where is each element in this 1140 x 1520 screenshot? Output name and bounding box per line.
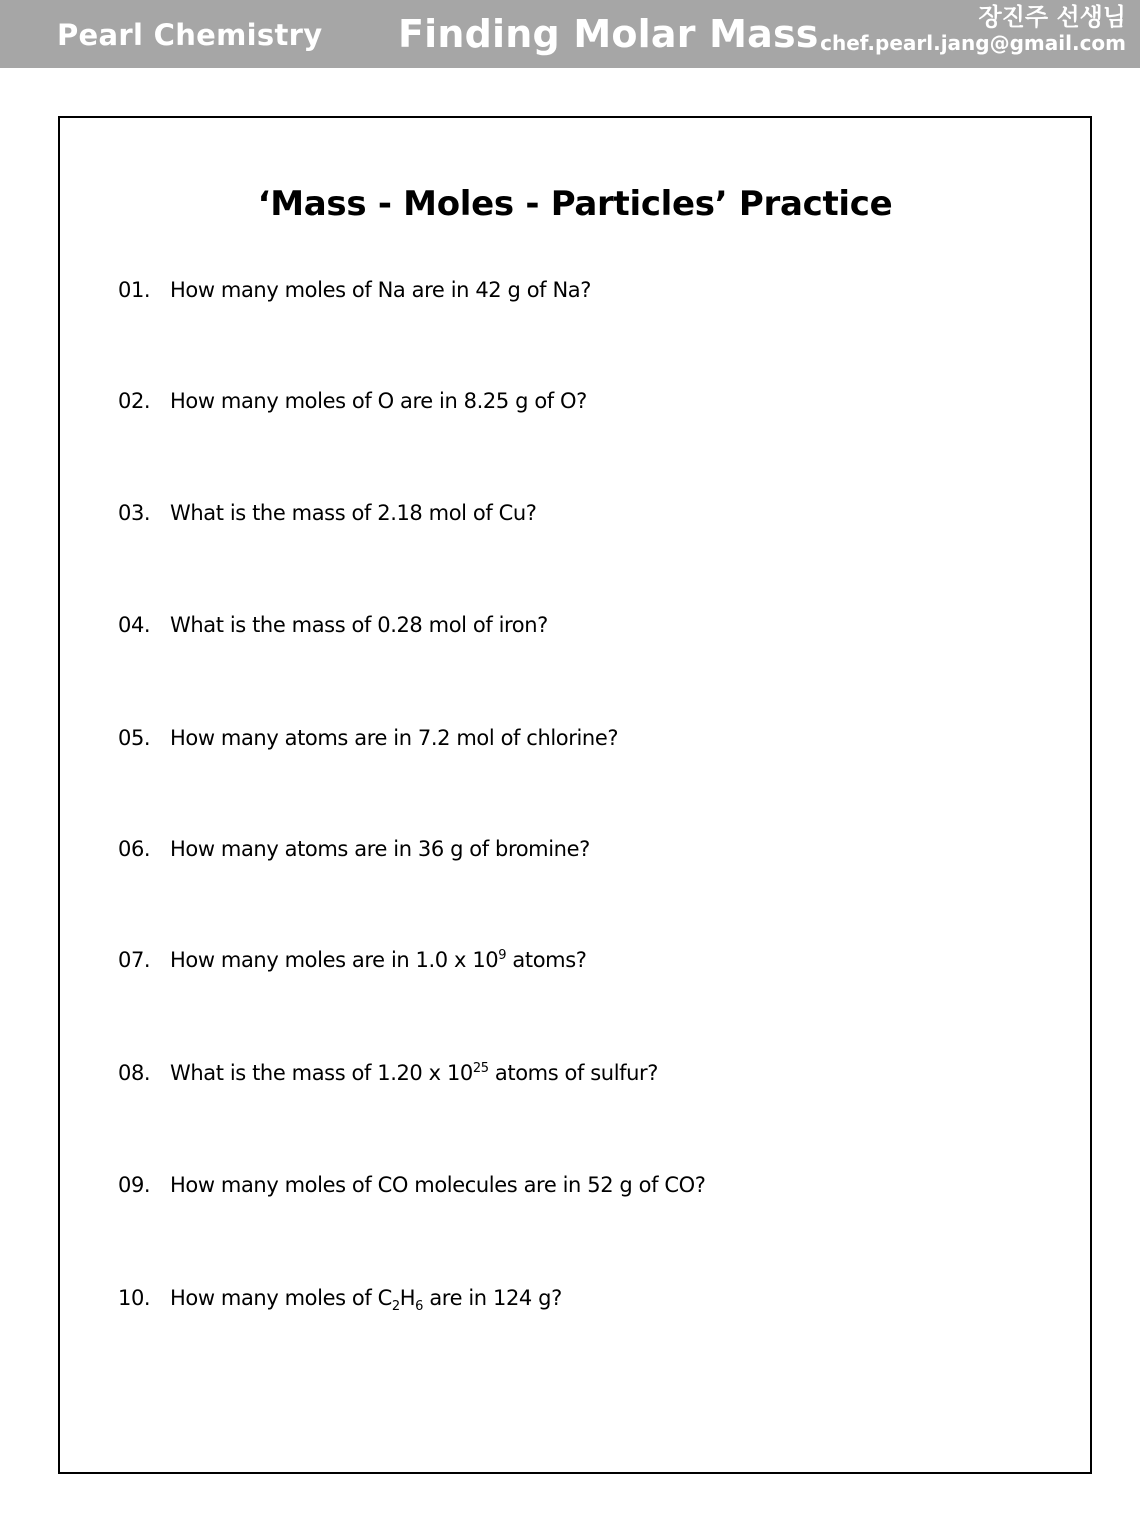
question-text: How many atoms are in 36 g of bromine? <box>170 837 590 861</box>
question-01 <box>118 278 591 302</box>
question-text-after: are in 124 g? <box>423 1286 562 1310</box>
teacher-info <box>820 4 1126 55</box>
question-text: How many moles of O are in 8.25 g of O? <box>170 389 587 413</box>
question-number: 02. <box>118 389 151 413</box>
question-number: 10. <box>118 1286 151 1310</box>
question-text: What is the mass of 0.28 mol of iron? <box>170 613 548 637</box>
question-text: How many moles of CO molecules are in 52 g of CO? <box>170 1173 706 1197</box>
question-text-mid: H <box>399 1286 416 1310</box>
question-number: 05. <box>118 726 151 750</box>
question-09 <box>118 1173 706 1197</box>
question-number: 07. <box>118 948 151 972</box>
question-05 <box>118 726 618 750</box>
question-06 <box>118 837 590 861</box>
question-text: What is the mass of 2.18 mol of Cu? <box>170 501 537 525</box>
question-10 <box>118 1286 562 1315</box>
question-text-before: How many moles of C <box>170 1286 392 1310</box>
subscript: 6 <box>415 1299 424 1315</box>
question-number: 06. <box>118 837 151 861</box>
question-text: How many moles of Na are in 42 g of Na? <box>170 278 591 302</box>
question-number: 04. <box>118 613 151 637</box>
question-number: 01. <box>118 278 151 302</box>
teacher-name: 장진주 선생님 <box>978 3 1126 31</box>
question-03 <box>118 501 537 525</box>
page-header <box>0 0 1140 68</box>
question-text: How many atoms are in 7.2 mol of chlorine? <box>170 726 619 750</box>
exponent: 9 <box>498 948 507 963</box>
worksheet-title: ‘Mass - Moles - Particles’ Practice <box>257 184 893 224</box>
subscript: 2 <box>391 1299 400 1315</box>
question-number: 03. <box>118 501 151 525</box>
question-text <box>170 1061 658 1085</box>
question-text <box>170 1286 562 1315</box>
header-title: Finding Molar Mass <box>398 12 819 56</box>
exponent: 25 <box>472 1061 489 1076</box>
teacher-email: chef.pearl.jang@gmail.com <box>820 30 1126 55</box>
question-08 <box>118 1061 658 1085</box>
question-02 <box>118 389 587 413</box>
question-number: 09. <box>118 1173 151 1197</box>
worksheet-frame <box>58 116 1092 1474</box>
question-04 <box>118 613 548 637</box>
question-text-before: What is the mass of 1.20 x 10 <box>170 1061 473 1085</box>
brand-name: Pearl Chemistry <box>57 18 323 52</box>
question-number: 08. <box>118 1061 151 1085</box>
question-07 <box>118 948 587 972</box>
question-text-after: atoms? <box>506 948 587 972</box>
question-text-before: How many moles are in 1.0 x 10 <box>170 948 499 972</box>
question-text-after: atoms of sulfur? <box>488 1061 659 1085</box>
question-text <box>170 948 587 972</box>
